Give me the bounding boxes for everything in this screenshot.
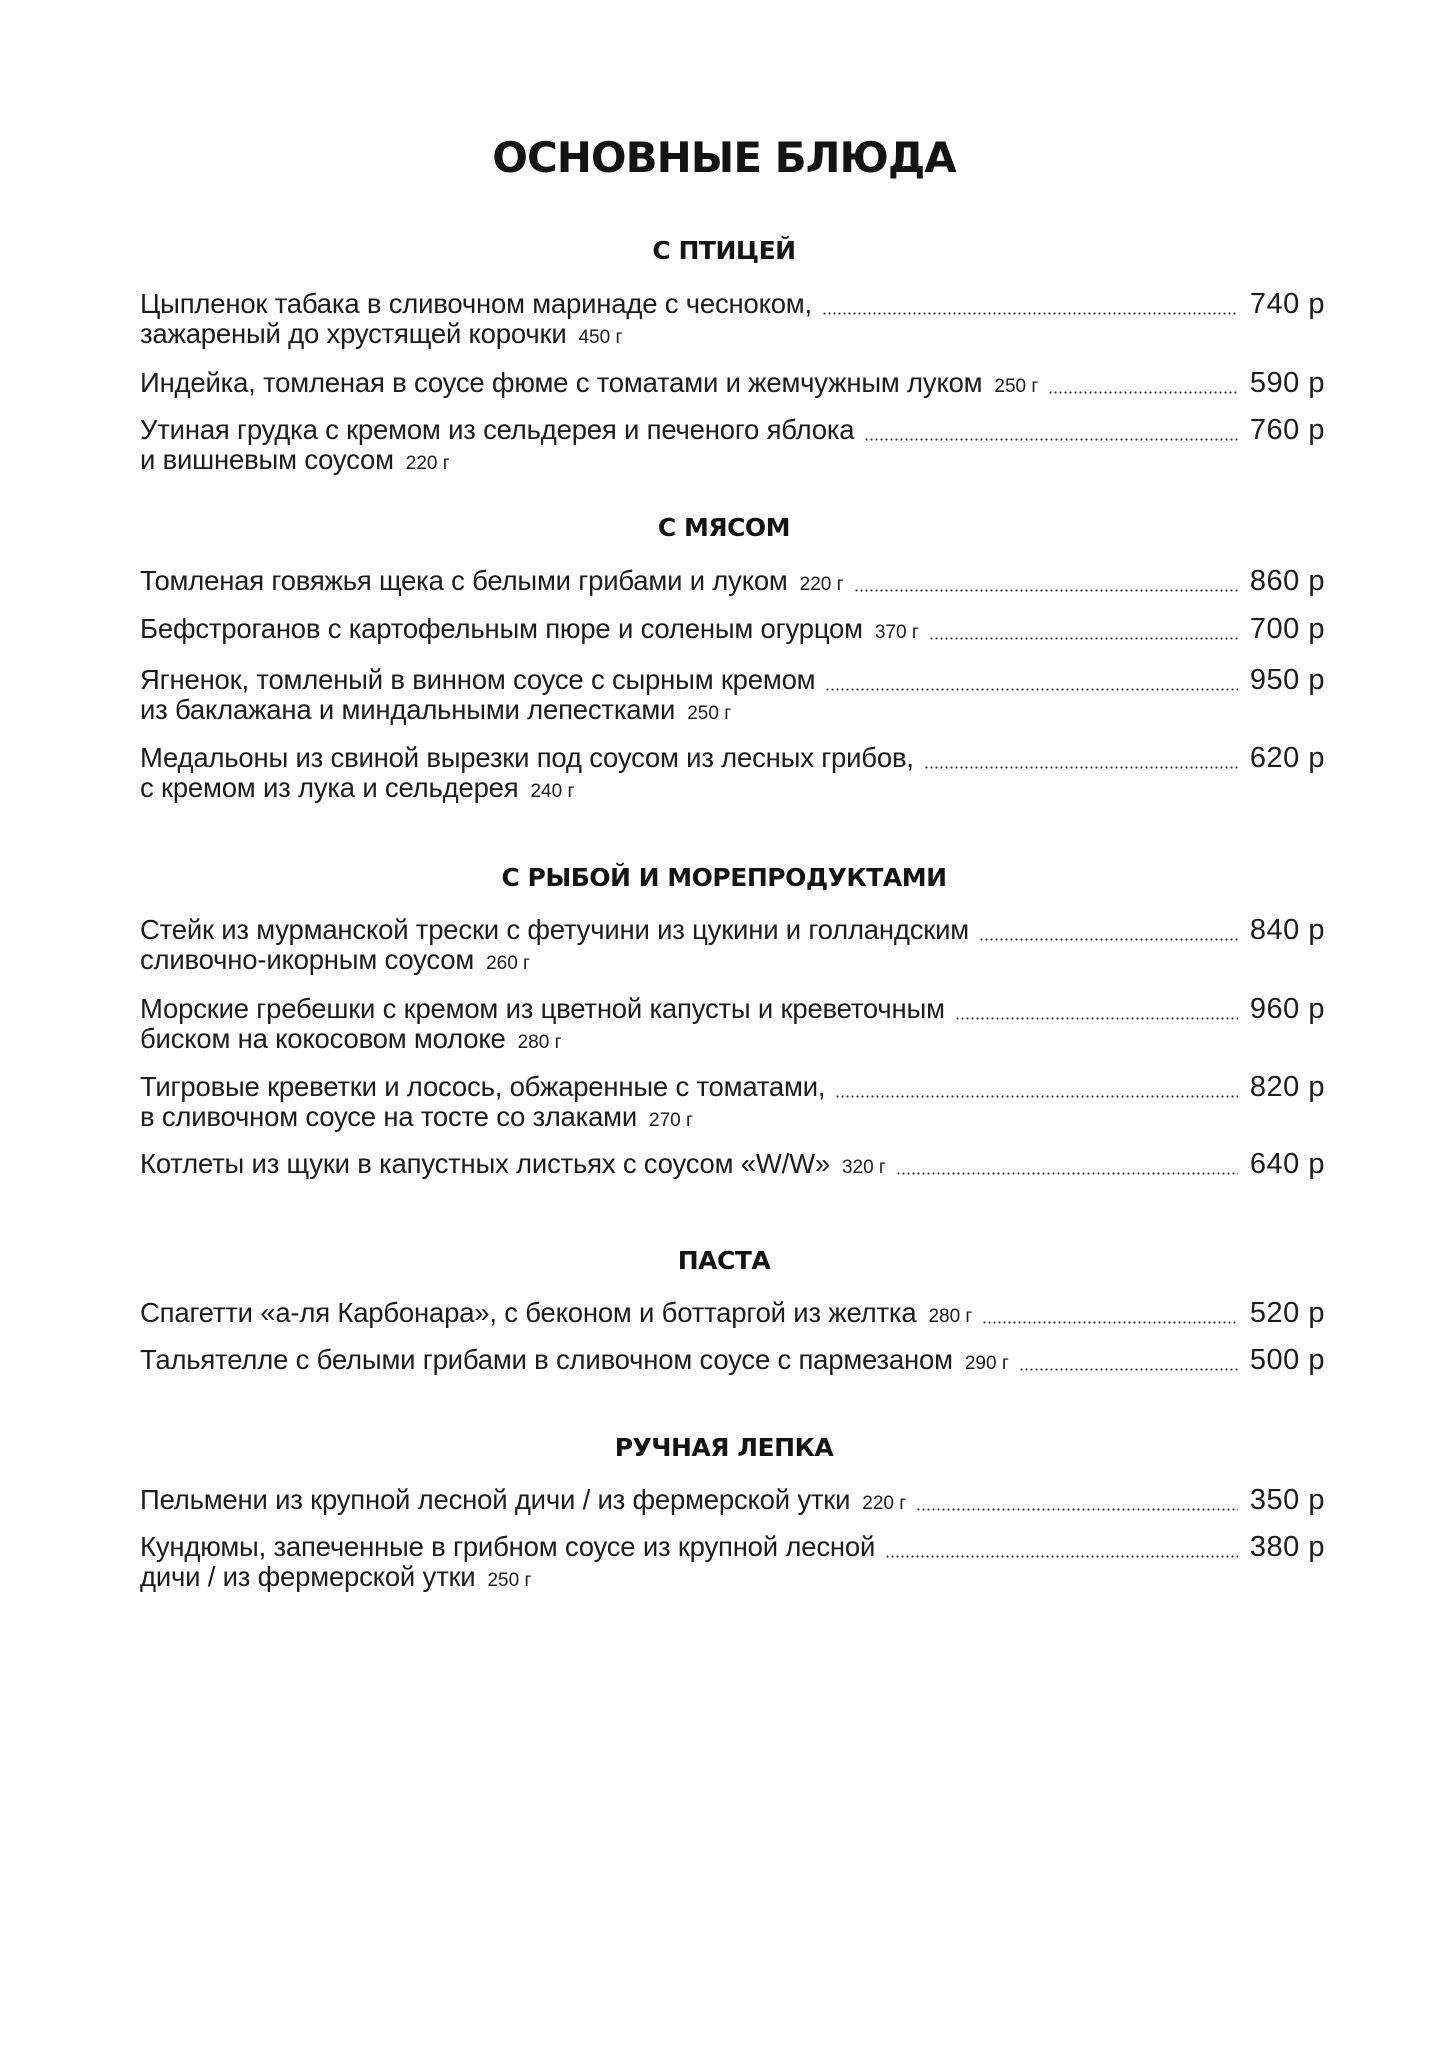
dish-name-text: Пельмени из крупной лесной дичи / из фермерской утки <box>140 1484 851 1515</box>
dot-leader <box>822 312 1238 315</box>
dish-name-text: с кремом из лука и сельдерея <box>140 772 519 803</box>
dish-name <box>140 613 919 649</box>
dish-name-text: Тальятелле с белыми грибами в сливочном соусе с пармезаном <box>140 1344 953 1375</box>
dish-name-continued <box>140 1023 562 1059</box>
dot-leader <box>1048 391 1238 394</box>
dot-leader <box>854 589 1238 592</box>
dish-name-text: дичи / из фермерской утки <box>140 1561 476 1592</box>
menu-item <box>140 1531 1325 1601</box>
menu-item <box>140 414 1325 484</box>
dot-leader <box>982 1321 1238 1324</box>
section-title: ПАСТА <box>677 1246 771 1275</box>
dish-weight: 280 г <box>928 1306 973 1327</box>
dish-price: 960 р <box>1249 993 1325 1025</box>
dish-name-continued <box>140 1561 531 1597</box>
dish-price: 760 р <box>1249 414 1325 446</box>
dot-leader <box>835 1095 1238 1098</box>
dish-name <box>140 1071 825 1103</box>
dish-price: 950 р <box>1249 664 1325 696</box>
dish-name-text: Кундюмы, запеченные в грибном соусе из крупной лесной <box>140 1531 876 1562</box>
dot-leader <box>825 688 1238 691</box>
section-title: С РЫБОЙ И МОРЕПРОДУКТАМИ <box>501 863 947 892</box>
dish-weight: 250 г <box>487 1570 532 1591</box>
dot-leader <box>885 1555 1238 1558</box>
dish-name <box>140 414 854 446</box>
dish-name <box>140 288 812 320</box>
section-title: С МЯСОМ <box>657 513 791 542</box>
dish-weight: 250 г <box>687 703 732 724</box>
dish-name-text: Индейка, томленая в соусе фюме с томатами и жемчужным луком <box>140 367 983 398</box>
dish-name-continued <box>140 1101 693 1137</box>
dish-name <box>140 1148 886 1184</box>
dish-name-text: Стейк из мурманской трески с фетучини из цукини и голландским <box>140 914 969 945</box>
dish-weight: 220 г <box>799 574 844 595</box>
dish-name-text: Бефстроганов с картофельным пюре и соленым огурцом <box>140 613 863 644</box>
dish-price: 620 р <box>1249 742 1325 774</box>
dish-name-text: зажареный до хрустящей корочки <box>140 318 567 349</box>
dish-weight: 280 г <box>517 1032 562 1053</box>
dish-name-text: Ягненок, томленый в винном соусе с сырным кремом <box>140 664 816 695</box>
dish-name <box>140 1297 972 1333</box>
dish-name-text: Морские гребешки с кремом из цветной капусты и креветочным <box>140 993 945 1024</box>
page-title: ОСНОВНЫЕ БЛЮДА <box>492 133 956 182</box>
dish-name-text: в сливочном соусе на тосте со злаками <box>140 1101 638 1132</box>
dish-name <box>140 914 969 946</box>
menu-item <box>140 914 1325 984</box>
dish-name <box>140 993 945 1025</box>
dish-weight: 370 г <box>874 622 919 643</box>
dish-price: 860 р <box>1249 565 1325 597</box>
menu-item <box>140 1344 1325 1414</box>
dish-name <box>140 1484 906 1520</box>
dish-name-continued <box>140 318 622 354</box>
dish-name-text: биском на кокосовом молоке <box>140 1023 506 1054</box>
dish-weight: 240 г <box>530 781 575 802</box>
dish-name-text: и вишневым соусом <box>140 444 394 475</box>
dot-leader <box>924 766 1238 769</box>
dish-weight: 270 г <box>649 1110 693 1131</box>
dot-leader <box>1019 1368 1238 1371</box>
dot-leader <box>896 1172 1238 1175</box>
dish-name-text: Медальоны из свиной вырезки под соусом из лесных грибов, <box>140 742 914 773</box>
dish-price: 590 р <box>1249 367 1325 399</box>
dish-price: 350 р <box>1249 1484 1325 1516</box>
dish-name <box>140 565 844 601</box>
dish-weight: 250 г <box>994 376 1039 397</box>
dish-price: 840 р <box>1249 914 1325 946</box>
dish-price: 500 р <box>1249 1344 1325 1376</box>
dot-leader <box>864 438 1238 441</box>
dish-price: 700 р <box>1249 613 1325 645</box>
dish-name-text: Спагетти «а-ля Карбонара», с беконом и боттаргой из желтка <box>140 1297 917 1328</box>
dish-name-text: Томленая говяжья щека с белыми грибами и луком <box>140 565 788 596</box>
menu-item <box>140 664 1325 734</box>
dish-name-continued <box>140 694 731 730</box>
dish-weight: 290 г <box>964 1353 1009 1374</box>
dish-name-text: Утиная грудка с кремом из сельдерея и печеного яблока <box>140 414 855 445</box>
dish-name-text: сливочно-икорным соусом <box>140 944 475 975</box>
dish-weight: 320 г <box>841 1157 886 1178</box>
dish-price: 640 р <box>1249 1148 1325 1180</box>
dish-name <box>140 742 914 774</box>
dish-name-text: Цыпленок табака в сливочном маринаде с чесноком, <box>140 288 812 319</box>
dish-name-text: Тигровые креветки и лосось, обжаренные с томатами, <box>140 1071 826 1102</box>
section-title: РУЧНАЯ ЛЕПКА <box>614 1433 834 1462</box>
dish-name <box>140 1344 1009 1380</box>
menu-item <box>140 1071 1325 1141</box>
dish-name-text: Котлеты из щуки в капустных листьях с соусом «W/W» <box>140 1148 830 1179</box>
dish-weight: 450 г <box>578 327 623 348</box>
dish-name <box>140 664 815 696</box>
dish-price: 520 р <box>1249 1297 1325 1329</box>
dish-name <box>140 1531 875 1563</box>
dish-price: 740 р <box>1249 288 1325 320</box>
dish-weight: 220 г <box>862 1493 907 1514</box>
menu-item <box>140 288 1325 358</box>
dish-name-text: из баклажана и миндальными лепестками <box>140 694 676 725</box>
dish-weight: 260 г <box>486 953 530 974</box>
dish-price: 380 р <box>1249 1531 1325 1563</box>
dish-name <box>140 367 1038 403</box>
menu-item <box>140 993 1325 1063</box>
dish-name-continued <box>140 944 530 980</box>
menu-item <box>140 1148 1325 1218</box>
dot-leader <box>979 938 1238 941</box>
dish-price: 820 р <box>1249 1071 1325 1103</box>
menu-item <box>140 742 1325 812</box>
dot-leader <box>916 1508 1238 1511</box>
dot-leader <box>955 1017 1238 1020</box>
dish-name-continued <box>140 444 450 480</box>
dish-weight: 220 г <box>405 453 450 474</box>
dot-leader <box>929 637 1238 640</box>
dish-name-continued <box>140 772 574 808</box>
section-title: С ПТИЦЕЙ <box>652 236 796 265</box>
